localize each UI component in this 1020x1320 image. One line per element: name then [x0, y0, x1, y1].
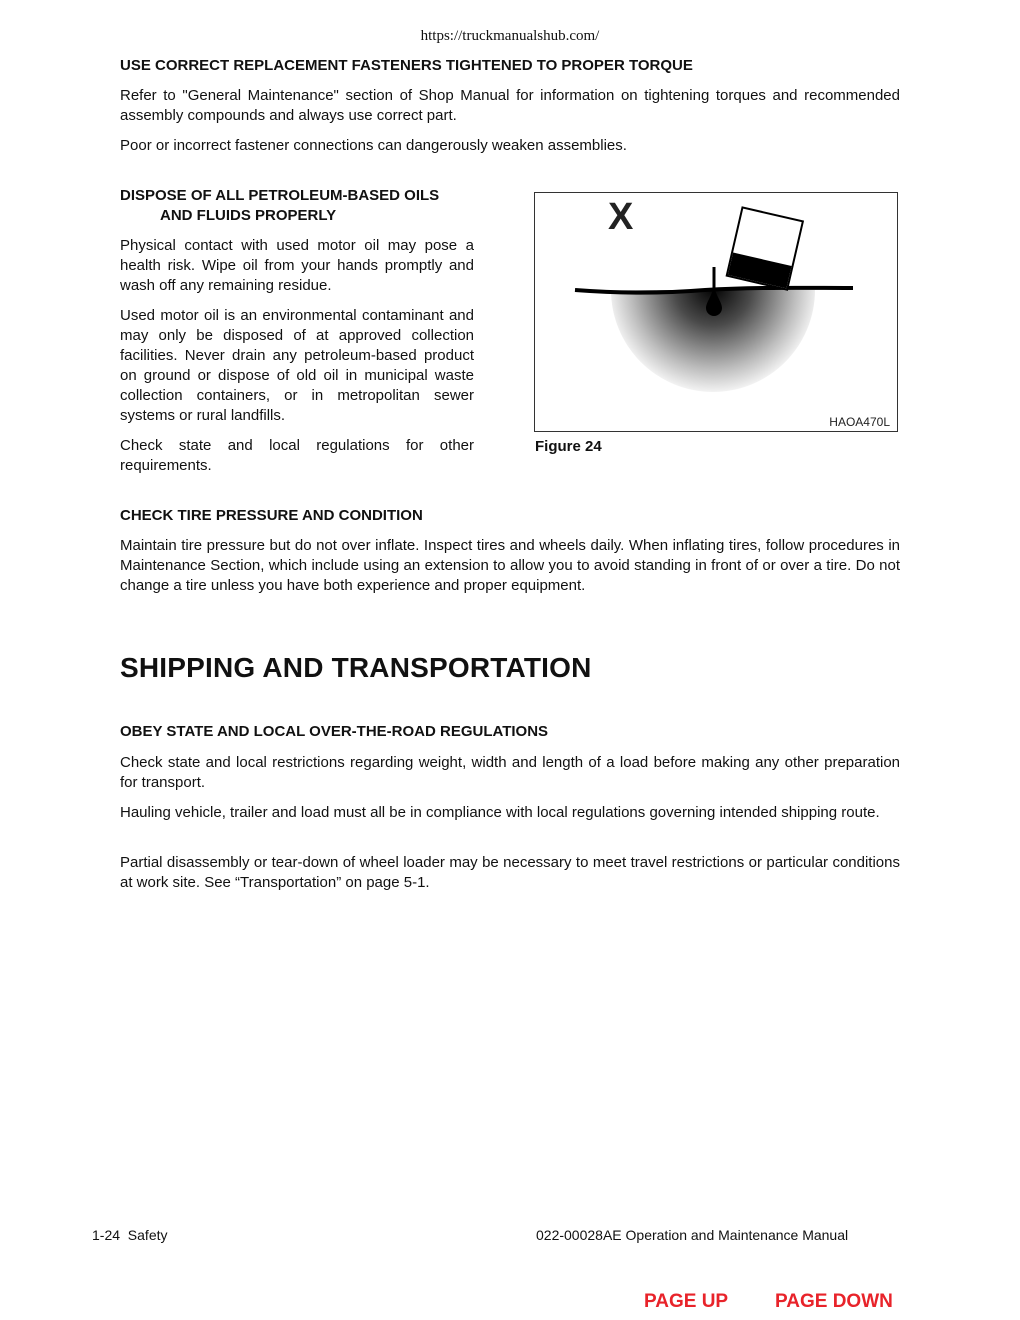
prohibited-mark: X: [608, 196, 634, 238]
figure-code: HAOA470L: [829, 415, 890, 429]
oil-disposal-illustration: [535, 193, 897, 431]
fasteners-paragraph-2: Poor or incorrect fastener connections can dangerously weaken assemblies.: [120, 137, 627, 154]
oils-paragraph-1: Physical contact with used motor oil may pose a health risk. Wipe oil from your hands promptly and wash off any remaining residue.: [120, 237, 474, 294]
shipping-heading: OBEY STATE AND LOCAL OVER-THE-ROAD REGULATIONS: [120, 723, 549, 740]
oils-heading-line-2: AND FLUIDS PROPERLY: [160, 207, 337, 224]
source-url: https://truckmanualshub.com/: [420, 28, 600, 44]
shipping-paragraph-3: Partial disassembly or tear-down of wheel loader may be necessary to meet travel restrictions or particular conditions at work site. See “Transportation” on page 5-1.: [120, 854, 900, 891]
figure-caption: Figure 24: [535, 438, 602, 455]
tires-heading: CHECK TIRE PRESSURE AND CONDITION: [120, 507, 423, 524]
shipping-paragraph-1: Check state and local restrictions regarding weight, width and length of a load before making any other preparation for transport.: [120, 754, 900, 791]
oils-heading-line-1: DISPOSE OF ALL PETROLEUM-BASED OILS: [120, 187, 440, 204]
footer-manual-title: 022-00028AE Operation and Maintenance Manual: [536, 1227, 849, 1243]
oils-paragraph-3: Check state and local regulations for other requirements.: [120, 437, 474, 474]
fasteners-heading: USE CORRECT REPLACEMENT FASTENERS TIGHTENED TO PROPER TORQUE: [120, 57, 693, 74]
oil-disposal-figure: [534, 192, 898, 432]
page-down-link[interactable]: PAGE DOWN: [775, 1291, 893, 1312]
oil-container-icon: [727, 207, 803, 289]
page-up-link[interactable]: PAGE UP: [644, 1291, 729, 1312]
footer-page-label: 1-24 Safety: [92, 1227, 168, 1243]
shipping-title: SHIPPING AND TRANSPORTATION: [120, 652, 592, 683]
oils-paragraph-2: Used motor oil is an environmental contaminant and may only be disposed of at approved collection facilities. Never drain any petroleum-based product on ground or dispose of old oil in municipal waste collection containers, or in metropolitan sewer systems or rural landfills.: [120, 307, 474, 424]
tires-paragraph-1: Maintain tire pressure but do not over inflate. Inspect tires and wheels daily. When inflating tires, follow procedures in Maintenance Section, which include using an extension to allow you to avoid standing in front of or over a tire. Do not change a tire unless you have both experience and proper equipment.: [120, 537, 900, 594]
fasteners-paragraph-1: Refer to "General Maintenance" section of Shop Manual for information on tightening torques and recommended assembly compounds and always use correct part.: [120, 87, 900, 124]
shipping-paragraph-2: Hauling vehicle, trailer and load must all be in compliance with local regulations governing intended shipping route.: [120, 804, 880, 821]
